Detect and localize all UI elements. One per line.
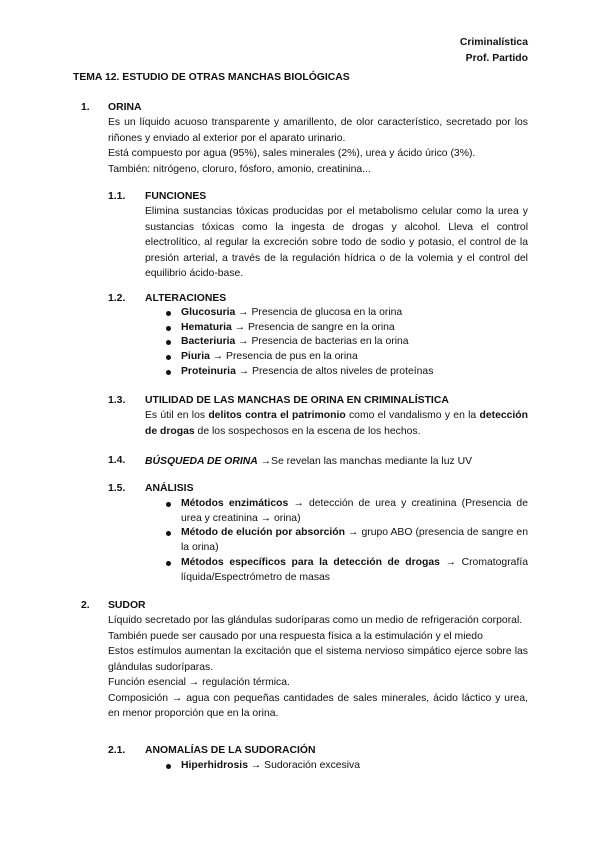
list-item — [163, 350, 528, 365]
subsection-1-3-title: UTILIDAD DE LAS MANCHAS DE ORINA EN CRIMINALÍSTICA — [145, 395, 449, 406]
bullet-icon — [166, 340, 171, 345]
subsection-1-1-title: FUNCIONES — [145, 191, 207, 202]
subsection-1-5-title: ANÁLISIS — [145, 483, 194, 494]
utility-highlight: delitos contra el patrimonio — [208, 410, 346, 421]
list-item — [163, 321, 528, 336]
anomalies-list — [163, 759, 528, 774]
list-item — [163, 526, 528, 555]
item-desc: → detección de urea y creatinina (Presencia de urea y creatinina → orina) — [181, 498, 528, 524]
item-term: Métodos enzimáticos — [181, 498, 289, 509]
utility-text: Es útil en los — [145, 410, 209, 421]
section-2-paragraph: También puede ser causado por una respuesta física a la estimulación y el miedo — [108, 630, 483, 642]
subsection-2-1-number: 2.1. — [108, 745, 126, 756]
item-term: Hematuria — [181, 321, 232, 333]
bullet-icon — [166, 326, 171, 331]
subsection-1-1-number: 1.1. — [108, 191, 126, 202]
section-2-paragraph: Función esencial → regulación térmica. — [108, 677, 290, 688]
list-item — [163, 497, 528, 526]
alterations-list — [163, 306, 528, 380]
section-2-number: 2. — [81, 600, 90, 611]
professor-name: Prof. Partido — [465, 53, 528, 64]
item-desc: → Presencia de sangre en la orina — [231, 321, 395, 333]
item-desc: → Cromatografía líquida/Espectrómetro de masas — [181, 556, 529, 583]
subsection-1-4-text: →Se revelan las manchas mediante la luz UV — [257, 456, 473, 467]
section-1-number: 1. — [81, 102, 90, 113]
item-desc: → Presencia de pus en la orina — [209, 351, 358, 363]
bullet-icon — [166, 370, 171, 375]
section-1-text — [108, 115, 528, 177]
section-2-text — [108, 613, 528, 722]
bullet-icon — [166, 502, 171, 507]
item-desc: → Presencia de glucosa en la orina — [235, 307, 403, 318]
bullet-icon — [166, 531, 171, 536]
section-2-paragraph: Estos estímulos aumentan la excitación que el sistema nervioso simpático ejerce sobre las glándulas sudoríparas. — [108, 646, 528, 673]
subsection-1-2-number: 1.2. — [108, 293, 126, 304]
subsection-1-2-title: ALTERACIONES — [145, 293, 227, 304]
section-1-paragraph: También: nitrógeno, cloruro, fósforo, amonio, creatinina... — [108, 163, 371, 175]
subsection-1-5-number: 1.5. — [108, 483, 126, 494]
subsection-1-3-number: 1.3. — [108, 395, 126, 406]
item-desc: → grupo ABO (presencia de sangre en la orina) — [181, 527, 528, 554]
section-1-title: ORINA — [108, 102, 142, 113]
item-term: Proteinuria — [181, 365, 236, 377]
utility-highlight: detección de drogas — [145, 410, 528, 437]
utility-paragraph — [145, 408, 528, 439]
section-2-paragraph: Composición → agua con pequeñas cantidades de sales minerales, ácido láctico y urea, en menor proporción que en la orina. — [108, 692, 528, 719]
list-item — [163, 335, 528, 350]
item-term: Bacteriuria — [181, 336, 236, 348]
list-item — [163, 556, 528, 585]
list-item — [163, 759, 528, 774]
item-desc: → Sudoración excesiva — [247, 760, 361, 771]
section-2-title: SUDOR — [108, 600, 146, 611]
analysis-list — [163, 497, 528, 585]
bullet-icon — [166, 764, 171, 769]
item-term: Piuria — [181, 351, 210, 363]
utility-text: como el vandalismo y en la — [345, 410, 480, 421]
bullet-icon — [166, 561, 171, 566]
item-desc: → Presencia de bacterias en la orina — [235, 336, 409, 348]
list-item — [163, 306, 528, 321]
item-desc: → Presencia de altos niveles de proteínas — [235, 365, 434, 377]
item-term: Hiperhidrosis — [181, 760, 248, 771]
subsection-1-4-title: BÚSQUEDA DE ORINA — [145, 456, 258, 467]
list-item — [163, 365, 528, 380]
item-term: Método de elución por absorción — [181, 527, 345, 539]
item-term: Métodos específicos para la detección de drogas — [181, 556, 440, 568]
bullet-icon — [166, 311, 171, 316]
item-term: Glucosuria — [181, 307, 236, 318]
bullet-icon — [166, 355, 171, 360]
subject-name: Criminalística — [459, 37, 528, 48]
subsection-2-1-title: ANOMALÍAS DE LA SUDORACIÓN — [145, 745, 316, 756]
section-1-paragraph: Está compuesto por agua (95%), sales minerales (2%), urea y ácido úrico (3%). — [108, 148, 476, 159]
section-1-paragraph: Es un líquido acuoso transparente y amarillento, de olor característico, secretado por los riñones y enviado al exterior por el aparato urinario. — [108, 117, 528, 144]
subsection-1-4-line — [145, 455, 528, 469]
page-header — [460, 35, 528, 67]
document-title: TEMA 12. ESTUDIO DE OTRAS MANCHAS BIOLÓGICAS — [73, 72, 350, 83]
functions-paragraph: Elimina sustancias tóxicas producidas por el metabolismo celular como la urea y sustancias tóxicas como la ingesta de drogas y alcohol. Lleva el control electrolítico, al regular la excreción sobre todo de sodio y potasio, el control de la presión arterial, a través de la regulación hídrica o de la volemia y el control del equilibrio ácido-base. — [145, 206, 528, 279]
section-2-paragraph: Líquido secretado por las glándulas sudoríparas como un medio de refrigeración corporal. — [108, 615, 523, 626]
subsection-1-4-number: 1.4. — [108, 455, 126, 466]
utility-text: de los sospechosos en la escena de los hechos. — [194, 425, 421, 437]
